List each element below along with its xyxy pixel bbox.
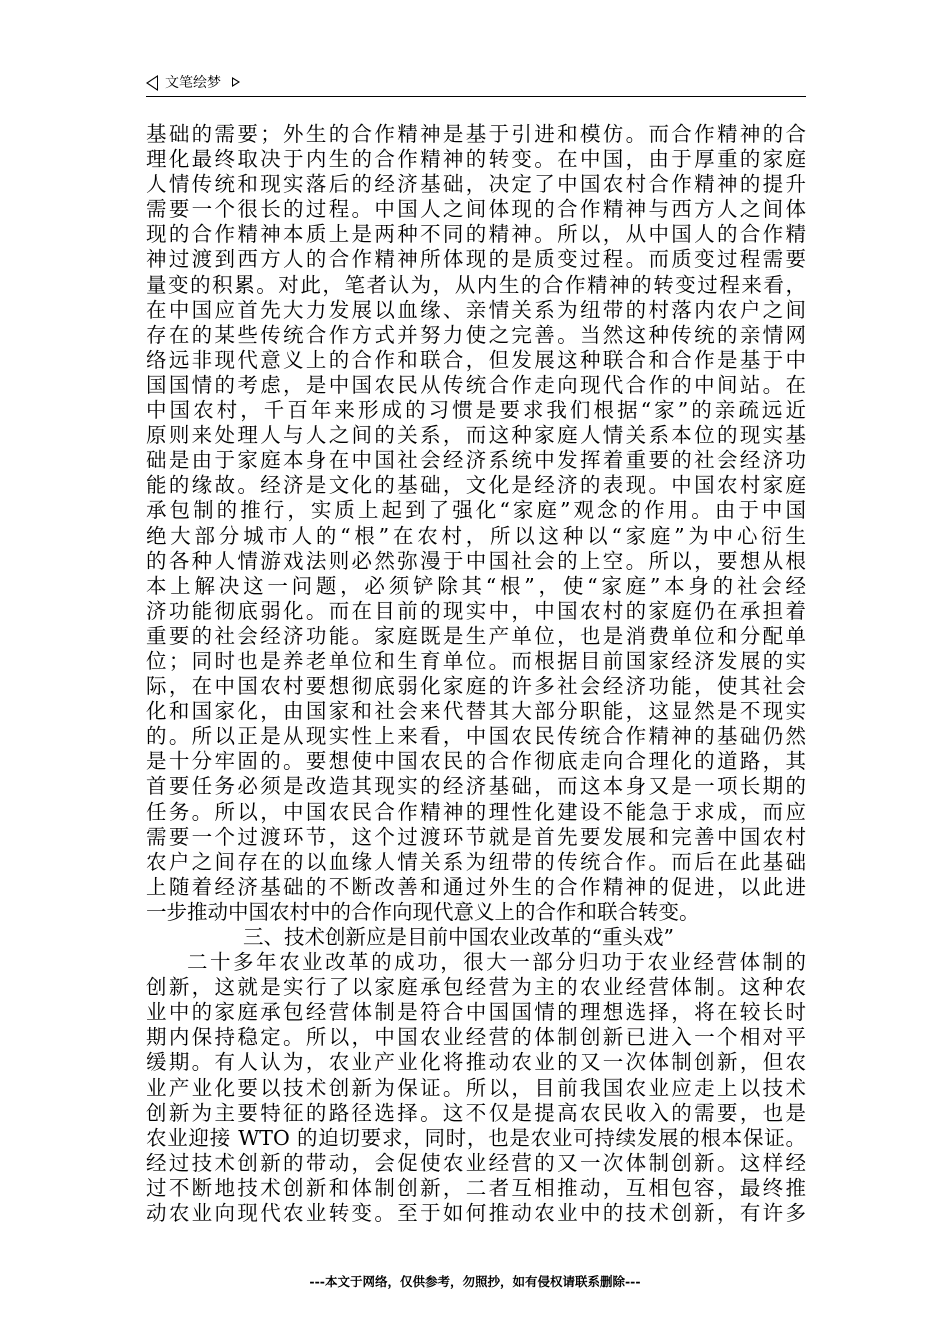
text-line: 农户之间存在的以血缘人情关系为纽带的传统合作。而后在此基础 xyxy=(146,849,806,874)
text-line: 上随着经济基础的不断改善和通过外生的合作精神的促进，以此进 xyxy=(146,874,806,899)
text-line: 二十多年农业改革的成功，很大一部分归功于农业经营体制的 xyxy=(187,950,806,975)
text-line: 的。所以正是从现实性上来看，中国农民传统合作精神的基础仍然 xyxy=(146,724,806,749)
document-body xyxy=(146,122,806,1226)
text-line: 业产业化要以技术创新为保证。所以，目前我国农业应走上以技术 xyxy=(146,1075,806,1100)
header-title: 文笔绘梦 xyxy=(165,75,221,91)
text-line: 中国农村，千百年来形成的习惯是要求我们根据“家”的亲疏远近 xyxy=(146,398,806,423)
text-line: 任务。所以，中国农民合作精神的理性化建设不能急于求成，而应 xyxy=(146,799,806,824)
text-line: 业中的家庭承包经营体制是符合中国国情的理想选择，将在较长时 xyxy=(146,1000,806,1025)
text-line: 能的缘故。经济是文化的基础，文化是经济的表现。中国农村家庭 xyxy=(146,473,806,498)
triangle-right-icon xyxy=(232,77,240,87)
text-line: 理化最终取决于内生的合作精神的转变。在中国，由于厚重的家庭 xyxy=(146,147,806,172)
text-line: 原则来处理人与人之间的关系，而这种家庭人情关系本位的现实基 xyxy=(146,423,806,448)
text-line: 国国情的考虑，是中国农民从传统合作走向现代合作的中间站。在 xyxy=(146,372,806,397)
text-line: 人情传统和现实落后的经济基础，决定了中国农村合作精神的提升 xyxy=(146,172,806,197)
section-heading: 三、技术创新应是目前中国农业改革的“重头戏” xyxy=(243,925,674,949)
text-line: 承包制的推行，实质上起到了强化“家庭”观念的作用。由于中国 xyxy=(146,498,806,523)
text-line: 过不断地技术创新和体制创新，二者互相推动，互相包容，最终推 xyxy=(146,1175,806,1200)
text-line: 存在的某些传统合作方式并努力使之完善。当然这种传统的亲情网 xyxy=(146,322,806,347)
text-line: 基础的需要；外生的合作精神是基于引进和模仿。而合作精神的合 xyxy=(146,122,806,146)
text-line: 济功能彻底弱化。而在目前的现实中，中国农村的家庭仍在承担着 xyxy=(146,598,806,623)
triangle-left-icon xyxy=(146,75,158,91)
page-footer: ---本文于网络，仅供参考，勿照抄，如有侵权请联系删除--- xyxy=(309,1274,641,1289)
text-line: 重要的社会经济功能。家庭既是生产单位，也是消费单位和分配单 xyxy=(146,623,806,648)
text-line: 的各种人情游戏法则必然弥漫于中国社会的上空。所以，要想从根 xyxy=(146,548,806,573)
text-line: 本上解决这一问题，必须铲除其“根”，使“家庭”本身的社会经 xyxy=(146,573,806,598)
text-line: 需要一个过渡环节，这个过渡环节就是首先要发展和完善中国农村 xyxy=(146,824,806,849)
text-line: 础是由于家庭本身在中国社会经济系统中发挥着重要的社会经济功 xyxy=(146,448,806,473)
text-line: 量变的积累。对此，笔者认为，从内生的合作精神的转变过程来看， xyxy=(146,272,806,297)
text-line: 一步推动中国农村中的合作向现代意义上的合作和联合转变。 xyxy=(146,899,700,924)
text-line: 际，在中国农村要想彻底弱化家庭的许多社会经济功能，使其社会 xyxy=(146,674,806,699)
text-line: 经过技术创新的带动，会促使农业经营的又一次体制创新。这样经 xyxy=(146,1150,806,1175)
text-line: 创新，这就是实行了以家庭承包经营为主的农业经营体制。这种农 xyxy=(146,975,806,1000)
text-line: 现的合作精神本质上是两种不同的精神。所以，从中国人的合作精 xyxy=(146,222,806,247)
page-header xyxy=(146,72,806,97)
text-line: 神过渡到西方人的合作精神所体现的是质变过程。而质变过程需要 xyxy=(146,247,806,272)
text-line: 络远非现代意义上的合作和联合，但发展这种联合和合作是基于中 xyxy=(146,347,806,372)
text-line: 化和国家化，由国家和社会来代替其大部分职能，这显然是不现实 xyxy=(146,699,806,724)
text-line: 是十分牢固的。要想使中国农民的合作彻底走向合理化的道路，其 xyxy=(146,749,806,774)
text-line: 位；同时也是养老单位和生育单位。而根据目前国家经济发展的实 xyxy=(146,648,806,673)
text-line: 绝大部分城市人的“根”在农村，所以这种以“家庭”为中心衍生 xyxy=(146,523,806,548)
text-line: 农业迎接 WTO 的迫切要求，同时，也是农业可持续发展的根本保证。 xyxy=(146,1125,806,1150)
text-line: 缓期。有人认为，农业产业化将推动农业的又一次体制创新，但农 xyxy=(146,1050,806,1075)
text-line: 首要任务必须是改造其现实的经济基础，而这本身又是一项长期的 xyxy=(146,774,806,799)
text-line: 需要一个很长的过程。中国人之间体现的合作精神与西方人之间体 xyxy=(146,197,806,222)
text-line: 创新为主要特征的路径选择。这不仅是提高农民收入的需要，也是 xyxy=(146,1100,806,1125)
text-line: 期内保持稳定。所以，中国农业经营的体制创新已进入一个相对平 xyxy=(146,1025,806,1050)
text-line: 动农业向现代农业转变。至于如何推动农业中的技术创新，有许多 xyxy=(146,1201,806,1226)
text-line: 在中国应首先大力发展以血缘、亲情关系为纽带的村落内农户之间 xyxy=(146,297,806,322)
